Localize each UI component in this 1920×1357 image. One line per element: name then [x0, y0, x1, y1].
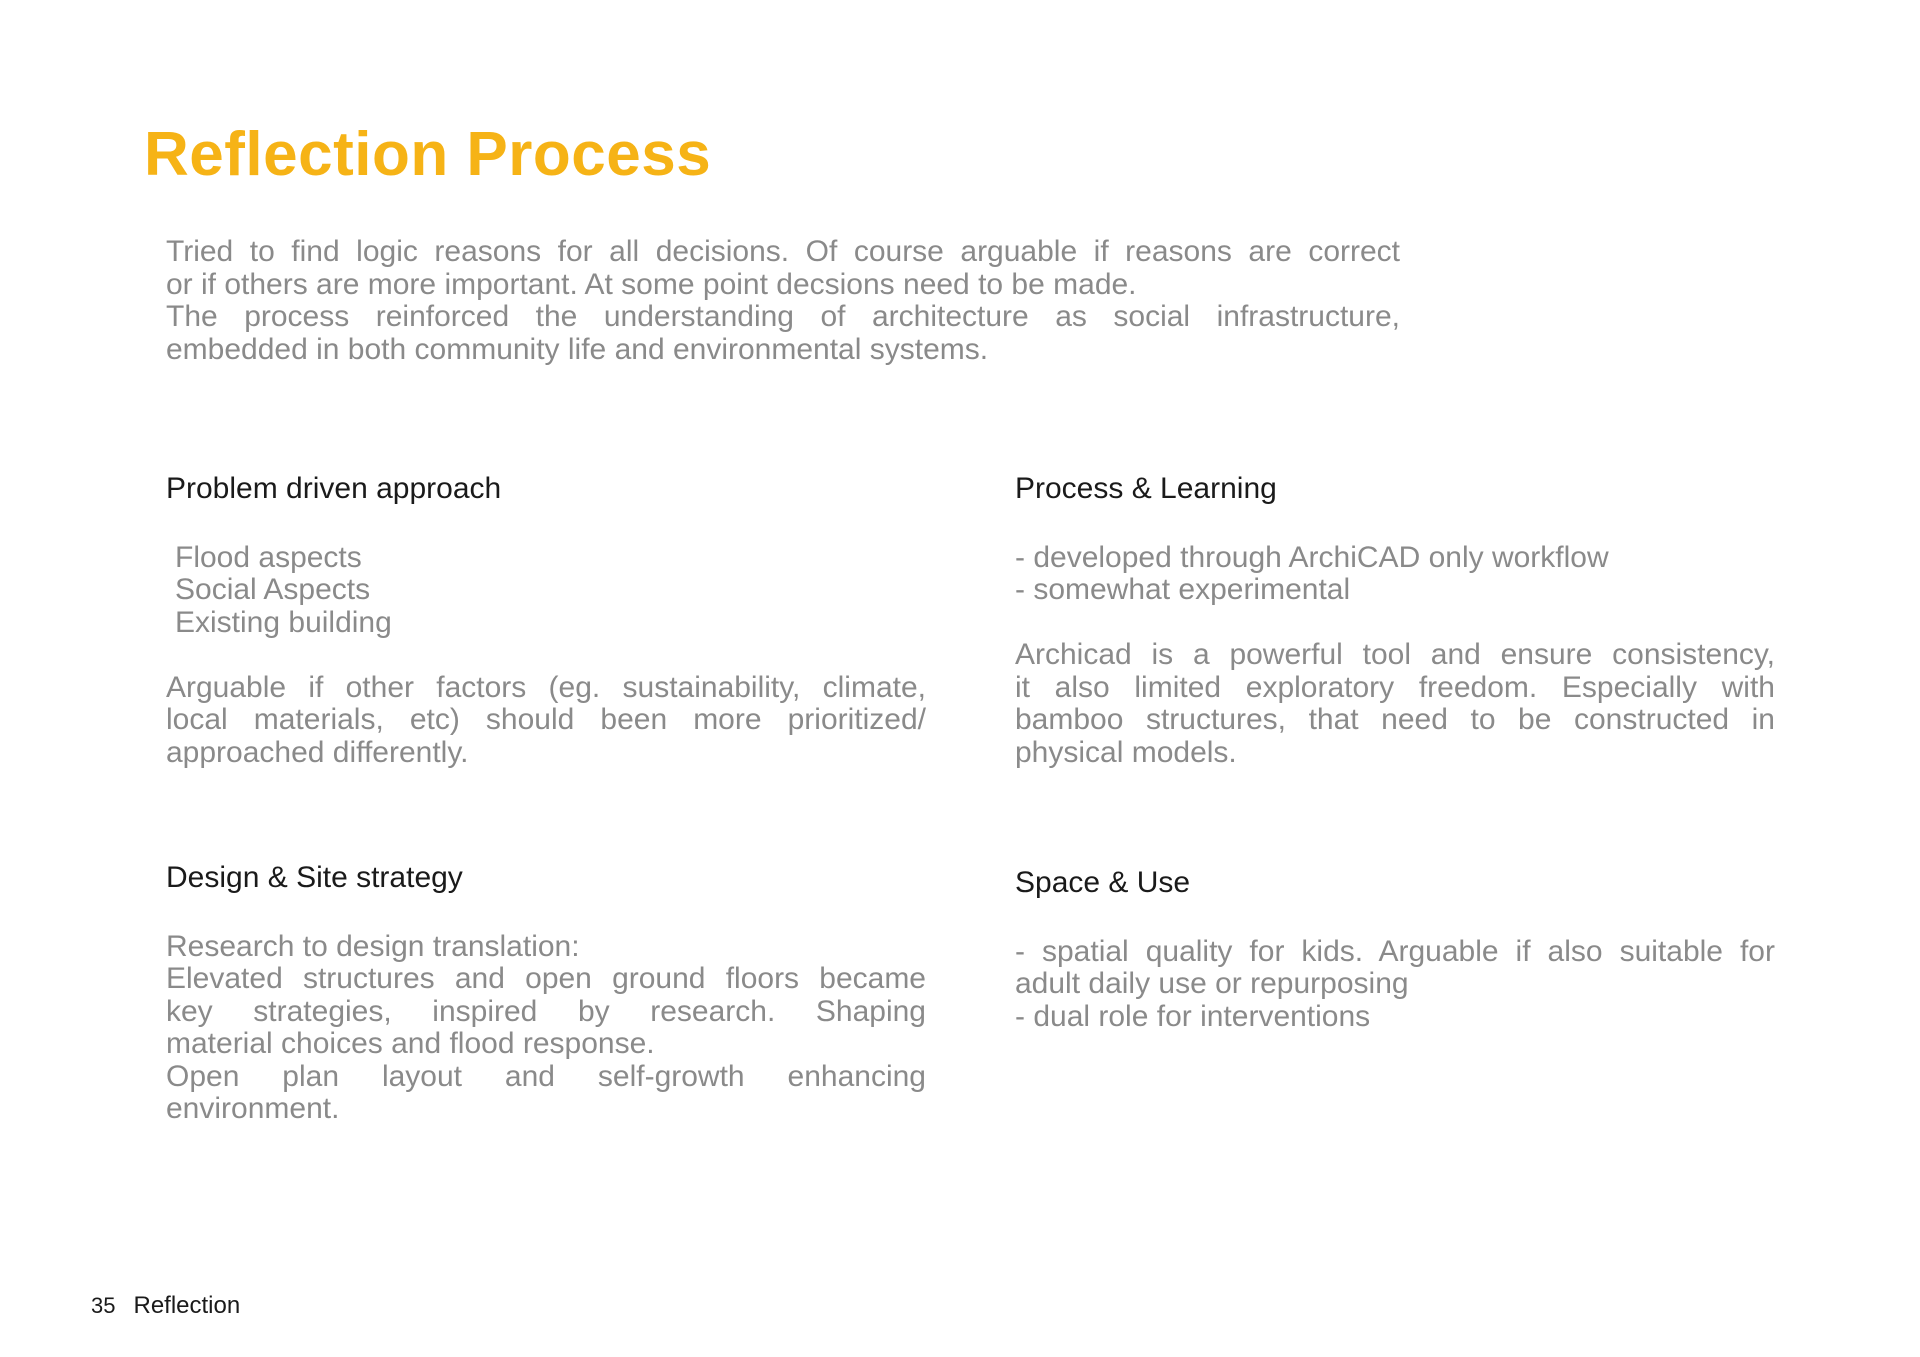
intro-line: or if others are more important. At some point decsions need to be made.: [166, 267, 1137, 301]
note-line: Arguable if other factors (eg. sustainability, climate,: [166, 670, 926, 704]
list-item: Existing building: [175, 605, 392, 639]
note-line: local materials, etc) should been more prioritized/: [166, 703, 926, 736]
list-item: - developed through ArchiCAD only workflow: [1015, 540, 1609, 574]
body-line: - dual role for interventions: [1015, 999, 1371, 1033]
body-line: Open plan layout and self-growth enhancing: [166, 1059, 926, 1093]
page-footer: [91, 1294, 240, 1318]
body-line: Research to design translation:: [166, 929, 580, 963]
page-title: Reflection Process: [144, 120, 712, 189]
body-line: - spatial quality for kids. Arguable if also suitable for: [1015, 934, 1775, 968]
section-process-learning: [1015, 473, 1775, 769]
footer-section-label: Reflection: [133, 1292, 241, 1319]
body-line: Elevated structures and open ground floors became: [166, 962, 926, 995]
section-body: [1015, 542, 1775, 770]
note-line: physical models.: [1015, 735, 1237, 769]
section-body: [166, 931, 926, 1126]
list-item: - somewhat experimental: [1015, 573, 1351, 606]
note-line: bamboo structures, that need to be constructed in: [1015, 703, 1775, 736]
body-line: key strategies, inspired by research. Shaping: [166, 994, 926, 1028]
section-heading: Problem driven approach: [166, 472, 502, 505]
note-line: approached differently.: [166, 735, 469, 769]
spacer: [166, 639, 926, 672]
note-line: Archicad is a powerful tool and ensure consistency,: [1015, 638, 1775, 671]
list-item: Flood aspects: [175, 540, 362, 574]
intro-line: The process reinforced the understanding of architecture as social infrastructure,: [166, 300, 1400, 333]
list-item: Social Aspects: [175, 573, 371, 606]
section-heading: Design & Site strategy: [166, 861, 463, 894]
section-heading: Space & Use: [1015, 866, 1191, 899]
section-body: [1015, 936, 1775, 1034]
body-line: environment.: [166, 1092, 340, 1125]
section-problem-driven-approach: [166, 473, 926, 769]
section-space-use: [1015, 867, 1775, 1033]
body-line: material choices and flood response.: [166, 1027, 655, 1060]
page-number: 35: [91, 1293, 116, 1318]
section-heading: Process & Learning: [1015, 472, 1277, 505]
note-line: it also limited exploratory freedom. Especially with: [1015, 670, 1775, 704]
spacer: [1015, 607, 1775, 640]
intro-line: embedded in both community life and environmental systems.: [166, 332, 989, 366]
intro-line: Tried to find logic reasons for all decisions. Of course arguable if reasons are correct: [166, 235, 1400, 268]
intro-paragraph: [166, 236, 1400, 366]
section-body: [166, 542, 926, 770]
body-line: adult daily use or repurposing: [1015, 967, 1409, 1000]
section-design-site-strategy: [166, 862, 926, 1126]
